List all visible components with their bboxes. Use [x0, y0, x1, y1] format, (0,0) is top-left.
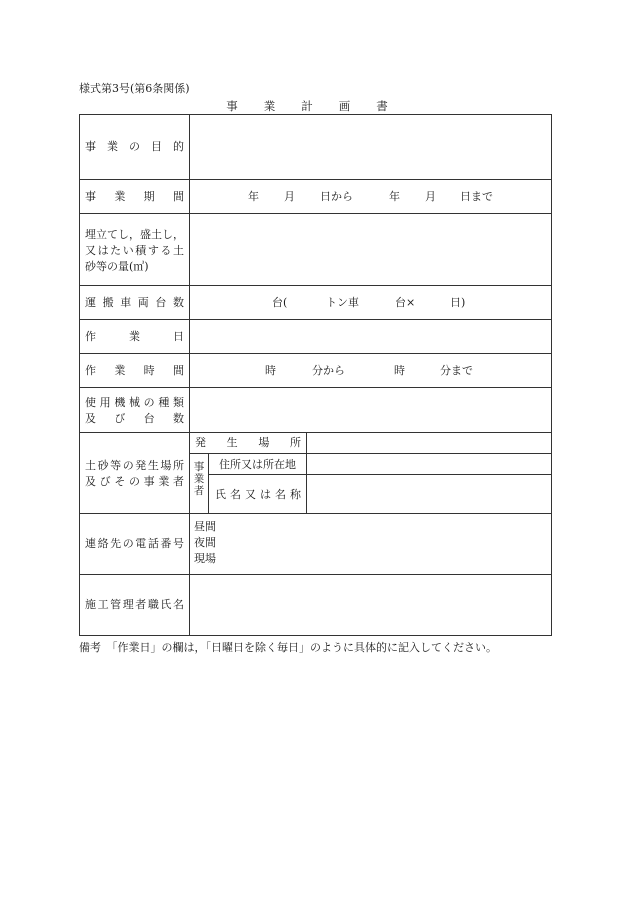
origin-label-line1: 土砂等の発生場所 [85, 459, 184, 472]
period-label: 事業期間 [85, 190, 184, 203]
vehicles-tons: トン車 [326, 296, 359, 309]
period-end-month: 月 [425, 190, 436, 203]
vehicles-days: 日) [450, 296, 466, 309]
table-border-left [79, 114, 80, 635]
origin-site-label: 発生場所 [195, 436, 301, 449]
period-start-day: 日から [320, 190, 353, 203]
contact-label: 連絡先の電話番号 [85, 537, 184, 550]
contact-night-label: 夜間 [194, 536, 216, 549]
worktime-label: 作業時間 [85, 364, 184, 377]
period-start-month: 月 [284, 190, 295, 203]
vehicles-field[interactable] [190, 286, 551, 319]
operator-address-label: 住所又は所在地 [219, 458, 296, 471]
contact-site-label: 現場 [194, 552, 216, 565]
table-border-right [551, 114, 552, 635]
operator-label-vertical: 事業者 [193, 461, 205, 497]
worktime-start-hour: 時 [265, 364, 276, 377]
workday-label: 作業日 [85, 330, 184, 343]
vehicles-units: 台( [272, 296, 288, 309]
table-border-bottom [79, 635, 552, 636]
period-field[interactable] [190, 180, 551, 213]
contact-field[interactable] [225, 514, 551, 574]
machines-label-line2: 及び台数 [85, 412, 184, 425]
footnote: 備考 「作業日」の欄は，「日曜日を除く毎日」のように具体的に記入してください。 [79, 641, 497, 654]
volume-label-line3: 砂等の量(㎥) [85, 260, 149, 273]
machines-label-line1: 使用機械の種類 [85, 396, 184, 409]
purpose-field[interactable] [190, 115, 551, 179]
origin-label-line2: 及びその事業者 [85, 475, 184, 488]
manager-label: 施工管理者職氏名 [85, 598, 184, 611]
vehicles-times: 台× [395, 296, 416, 309]
period-end-day: 日まで [460, 190, 493, 203]
operator-address-field[interactable] [307, 454, 551, 474]
form-number-label: 様式第3号(第6条関係) [79, 82, 190, 95]
period-start-year: 年 [248, 190, 259, 203]
worktime-end-minute: 分まで [440, 364, 473, 377]
operator-name-field[interactable] [307, 475, 551, 513]
period-end-year: 年 [389, 190, 400, 203]
operator-name-label: 氏名又は名称 [215, 488, 301, 501]
vehicles-label: 運搬車両台数 [85, 296, 184, 309]
volume-label-line2: 又はたい積する土 [85, 244, 184, 257]
volume-field[interactable] [190, 214, 551, 285]
worktime-end-hour: 時 [394, 364, 405, 377]
contact-daytime-label: 昼間 [194, 520, 216, 533]
origin-site-field[interactable] [307, 433, 551, 453]
worktime-start-minute: 分から [312, 364, 345, 377]
machines-field[interactable] [190, 388, 551, 432]
purpose-label: 事業の目的 [85, 140, 184, 153]
worktime-field[interactable] [190, 354, 551, 387]
workday-field[interactable] [190, 320, 551, 353]
manager-field[interactable] [190, 575, 551, 635]
volume-label-line1: 埋立てし，盛土し， [85, 228, 184, 241]
document-title: 事業計画書 [226, 99, 414, 113]
